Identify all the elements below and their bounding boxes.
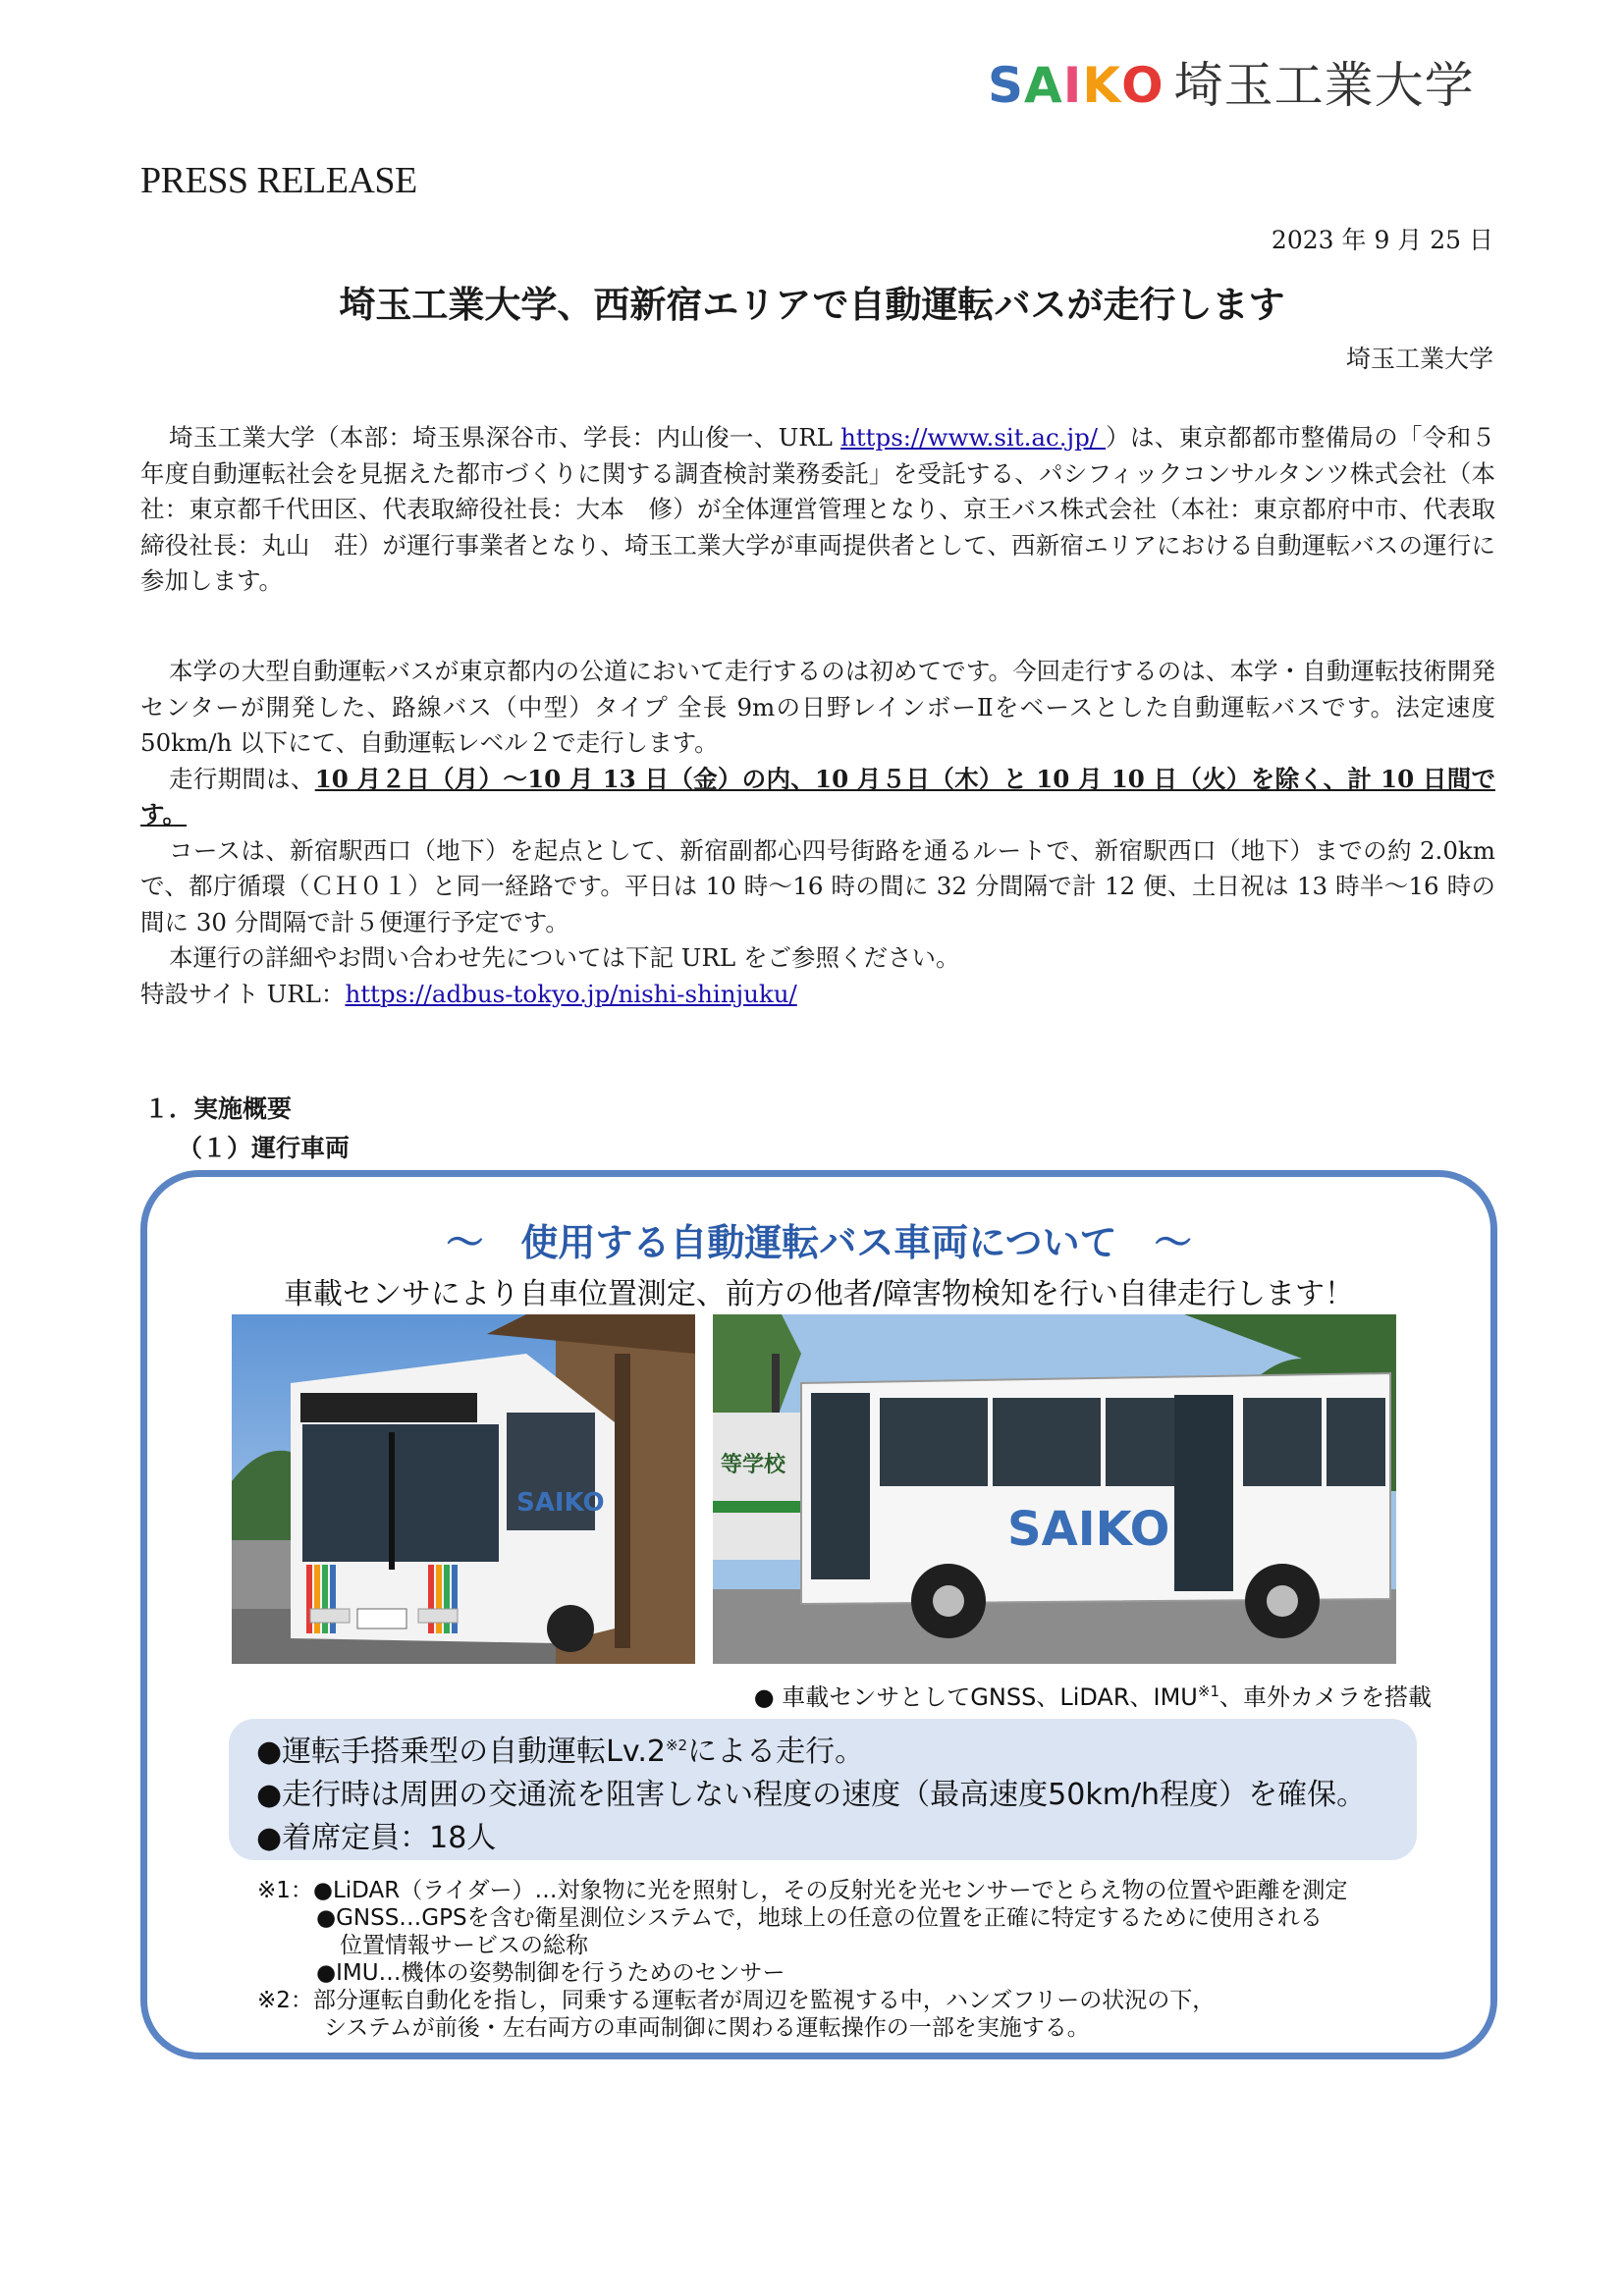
university-url-link[interactable]: https://www.sit.ac.jp/: [840, 423, 1107, 452]
special-site-link[interactable]: https://adbus-tokyo.jp/nishi-shinjuku/: [345, 979, 797, 1008]
bus-side-logo-text: SAIKO: [1007, 1502, 1170, 1557]
bus-front-image: [232, 1314, 695, 1664]
logo-letter: O: [1121, 57, 1164, 114]
course-text: コースは、新宿駅西口（地下）を起点として、新宿副都心四号街路を通るルートで、新宿駅西口（地下）までの約 2.0km で、都庁循環（ＣＨ０１）と同一経路です。平日は 10 時～16 時の間に 32 分間隔で計 12 便、土日祝は 13 時半～16 時の間に 30 分間隔で計５便運行予定です。: [140, 835, 1495, 936]
press-release-label: PRESS RELEASE: [140, 160, 417, 201]
subsection-heading: （１）運行車両: [178, 1134, 351, 1162]
bus-side-photo: [713, 1314, 1396, 1664]
period-dates: 10 月２日（月）～10 月 13 日（金）の内、10 月５日（木）と 10 月 10 日（火）を除く、計 10 日間です。: [140, 764, 1496, 828]
feature-text: による走行。: [687, 1735, 865, 1769]
features-box: [229, 1719, 1417, 1860]
school-sign-text: 等学校: [721, 1453, 786, 1477]
author: 埼玉工業大学: [1345, 345, 1493, 373]
footnote-2: ※2：部分運転自動化を指し，同乗する運転者が周辺を監視する中，ハンズフリーの状況の下，: [257, 1988, 1216, 2013]
university-logo: [988, 57, 1475, 114]
feature-item: ●着席定員：18人: [256, 1821, 497, 1855]
period-text: [140, 762, 1495, 833]
site-url-line: [140, 977, 1495, 1013]
intro-text-part: ）は、東京都都市整備局の「令和５年度自動運転社会を見据えた都市づくりに関する調査検討業務委託」を受託する、パシフィックコンサルタンツ株式会社（本社：東京都千代田区、代表取締役社長：大本 修）が全体運営管理となり、京王バス株式会社（本社：東京都府中市、代表取締役社長：丸山 荘）が運行事業者となり、埼玉工業大学が車両提供者として、西新宿エリアにおける自動運転バスの運行に参加します。: [140, 423, 1496, 595]
section-heading: １．実施概要: [144, 1095, 293, 1123]
vehicle-info-panel: [140, 1170, 1497, 2059]
intro-text: [140, 420, 1495, 600]
footnote-gnss-cont: 位置情報サービスの総称: [340, 1933, 588, 1958]
feature-item: ●走行時は周囲の交通流を阻害しない程度の速度（最高速度50km/h程度）を確保。: [256, 1778, 1367, 1812]
caption-text: 、車外カメラを搭載: [1219, 1683, 1432, 1711]
footnote-gnss: ●GNSS…GPSを含む衛星測位システムで，地球上の任意の位置を正確に特定するために使用される: [316, 1905, 1323, 1931]
page-title: 埼玉工業大学、西新宿エリアで自動運転バスが走行します: [339, 284, 1285, 326]
logo-letter: A: [1024, 57, 1063, 114]
feature-item: [256, 1727, 864, 1770]
panel-subtitle: 車載センサにより自車位置測定、前方の他者/障害物検知を行い自律走行します！: [283, 1277, 1355, 1311]
panel-title: ～ 使用する自動運転バス車両について ～: [446, 1221, 1192, 1264]
release-date: 2023 年 9 月 25 日: [1271, 226, 1493, 254]
logo-letter: K: [1082, 57, 1122, 114]
university-name: 埼玉工業大学: [1173, 57, 1475, 114]
bus-front-photo: [232, 1314, 695, 1664]
site-url-label: 特設サイト URL：: [140, 979, 346, 1008]
logo-letter: S: [988, 57, 1025, 114]
intro-paragraph: [140, 420, 1495, 600]
saiko-logo-mark: [988, 57, 1164, 114]
footnote-1: ※1：●LiDAR（ライダー）…対象物に光を照射し，その反射光を光センサーでとらえ物の位置や距離を測定: [257, 1878, 1348, 1903]
footnote-imu: ●IMU…機体の姿勢制御を行うためのセンサー: [316, 1960, 785, 1986]
footnote-mark: ※1: [1197, 1682, 1219, 1700]
feature-text: ●運転手搭乗型の自動運転Lv.2: [256, 1735, 666, 1769]
caption-text: ● 車載センサとしてGNSS、LiDAR、IMU: [753, 1683, 1198, 1711]
intro-text-part: 埼玉工業大学（本部：埼玉県深谷市、学長：内山俊一、URL: [169, 423, 841, 452]
bus-logo-text: SAIKO: [516, 1488, 605, 1518]
reference-text: 本運行の詳細やお問い合わせ先については下記 URL をご参照ください。: [169, 943, 960, 972]
sensor-caption: [754, 1678, 1432, 1712]
details-paragraphs: [140, 654, 1495, 1012]
footnote-mark: ※2: [665, 1736, 688, 1754]
period-label: 走行期間は、: [169, 764, 315, 793]
logo-letter: I: [1062, 57, 1083, 114]
footnote-2-cont: システムが前後・左右両方の車両制御に関わる運転操作の一部を実施する。: [324, 2015, 1090, 2041]
bus-side-image: [713, 1314, 1396, 1664]
details-text: 本学の大型自動運転バスが東京都内の公道において走行するのは初めてです。今回走行するのは、本学・自動運転技術開発センターが開発した、路線バス（中型）タイプ 全長 9mの日野レインボーⅡをベースとした自動運転バスです。法定速度 50km/h 以下にて、自動運転レベル２で走行します。: [140, 657, 1495, 757]
